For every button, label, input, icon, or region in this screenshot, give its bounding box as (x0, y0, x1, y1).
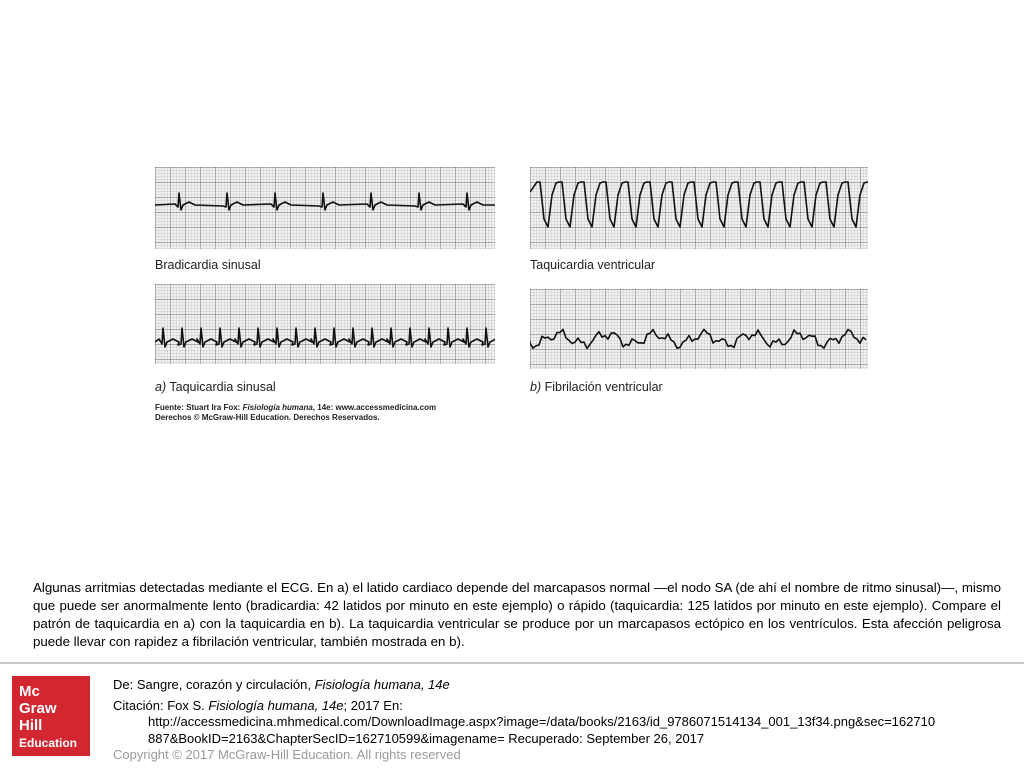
figure-source-note: Fuente: Stuart Ira Fox: Fisiología humana, 14e: www.accessmedicina.com Derechos © McGraw-Hill Education. Derechos Reservados. (155, 403, 437, 422)
panel-label-sinus-bradycardia: Bradicardia sinusal (155, 258, 261, 272)
panel-label-ventricular-fibrillation: b) Fibrilación ventricular (530, 380, 663, 394)
citation-url-line2[interactable]: 887&BookID=2163&ChapterSecID=162710599&imagename= Recuperado: September 26, 2017 (148, 731, 705, 746)
ecg-strip-ventricular-fibrillation (530, 289, 868, 369)
panel-label-sinus-tachycardia: a) Taquicardia sinusal (155, 380, 276, 394)
figure-caption: Algunas arritmias detectadas mediante el ECG. En a) el latido cardiaco depende del marcapasos normal —el nodo SA (de ahí el nombre de ritmo sinusal)—, mismo que puede ser anormalmente lento (bradicardia: 42 latidos por minuto en este ejemplo) o rápido (taquicardia: 125 latidos por minuto en este ejemplo). Compare el patrón de taquicardia en a) con la taquicardia en b). La taquicardia ventricular se produce por un marcapasos ectópico en los ventrículos. Esta afección peligrosa puede llevar con rapidez a fibrilación ventricular, también mostrada en b). (33, 580, 1001, 649)
citation-url-line1[interactable]: http://accessmedicina.mhmedical.com/DownloadImage.aspx?image=/data/books/2163/id_9786071514134_001_13f34.png&sec=162710 (148, 714, 936, 729)
ecg-strip-sinus-tachycardia (155, 284, 495, 364)
footer-divider (0, 662, 1024, 664)
ecg-figure (150, 162, 872, 424)
citation-source: De: Sangre, corazón y circulación, Fisiología humana, 14e (113, 677, 450, 692)
citation-reference: Citación: Fox S. Fisiología humana, 14e; 2017 En: (113, 698, 403, 713)
copyright-notice: Copyright © 2017 McGraw-Hill Education. All rights reserved (113, 747, 461, 762)
ecg-strip-ventricular-tachycardia (530, 167, 868, 249)
panel-label-ventricular-tachycardia: Taquicardia ventricular (530, 258, 656, 272)
mcgraw-hill-logo: Mc Graw Hill Education (12, 676, 90, 756)
ecg-strip-sinus-bradycardia (155, 167, 495, 249)
